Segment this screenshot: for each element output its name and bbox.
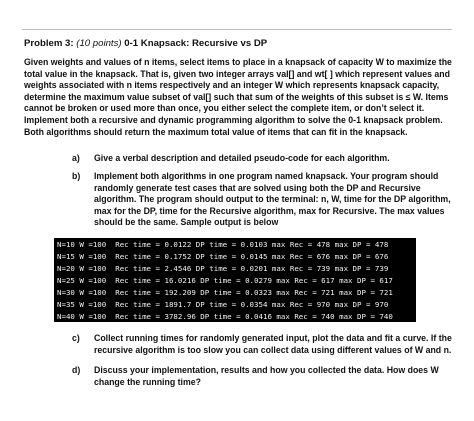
part-line: Discuss your implementation, results and how you collected the data. How does W (94, 365, 439, 375)
console-line: N=15 W =100 Rec time = 0.1752 DP time = 0.0145 max Rec = 676 max DP = 676 (57, 252, 389, 261)
problem-heading: 0-1 Knapsack: Recursive vs DP (124, 38, 268, 49)
part-marker: a) (72, 153, 80, 163)
part-line: should be the same. Sample output is below (94, 217, 279, 228)
intro-line: Implement both a recursive and dynamic programming algorithm to solve the 0-1 knapsack problem. (24, 114, 443, 125)
problem-points: (10 points) (76, 38, 122, 49)
intro-line: Given weights and values of n items, select items to place in a knapsack of capacity W to maximize the (24, 57, 452, 67)
console-line: N=35 W =100 Rec time = 1891.7 DP time = 0.0354 max Rec = 970 max DP = 970 (57, 300, 389, 309)
sample-output-console (54, 238, 416, 322)
problem-label: Problem 3: (24, 38, 74, 49)
part-marker: c) (72, 333, 80, 343)
part-marker: b) (72, 171, 81, 181)
part-line: recursive algorithm is too slow you can collect data using different values of W and n. (94, 344, 452, 355)
console-line: N=25 W =100 Rec time = 16.0216 DP time = 0.0279 max Rec = 617 max DP = 617 (57, 276, 393, 285)
part-line: change the running time? (94, 376, 201, 387)
intro-line: determine the maximum value subset of val[] such that sum of the weights of this subset is ≤ W. Items (24, 91, 449, 102)
part-marker: d) (72, 365, 81, 375)
intro-line: weights associated with n items respectively and an integer W which represents knapsack capacity, (24, 80, 440, 91)
intro-line: cannot be broken or used more than once, you either select the complete item, or don’t select it. (24, 103, 425, 114)
console-line: N=20 W =100 Rec time = 2.4546 DP time = 0.0201 max Rec = 739 max DP = 739 (57, 264, 389, 273)
problem-title (24, 38, 267, 49)
part-line: randomly generate test cases that are solved using both the DP and Recursive (94, 182, 421, 193)
console-line: N=10 W =100 Rec time = 0.0122 DP time = 0.0103 max Rec = 478 max DP = 478 (57, 240, 389, 249)
intro-line: total value in the knapsack. That is, given two integer arrays val[] and wt[ ] which represent values and (24, 68, 450, 79)
problem-intro (24, 57, 456, 138)
part-line: Implement both algorithms in one program named knapsack. Your program should (94, 171, 439, 181)
part-line: Give a verbal description and detailed pseudo-code for each algorithm. (94, 153, 390, 163)
part-line: Collect running times for randomly generated input, plot the data and fit a curve. If the (94, 333, 452, 343)
console-line: N=40 W =100 Rec time = 3782.96 DP time = 0.0416 max Rec = 740 max DP = 740 (57, 312, 393, 321)
intro-line: Both algorithms should return the maximum total value of items that can fit in the knapsack. (24, 126, 408, 137)
top-divider (22, 29, 452, 30)
part-line: max for the DP, time for the Recursive algorithm, max for Recursive. The max values (94, 205, 445, 216)
part-line: algorithm. The program should output to the terminal: n, W, time for the DP algorithm, (94, 194, 451, 205)
console-line: N=30 W =100 Rec time = 192.209 DP time = 0.0323 max Rec = 721 max DP = 721 (57, 288, 393, 297)
